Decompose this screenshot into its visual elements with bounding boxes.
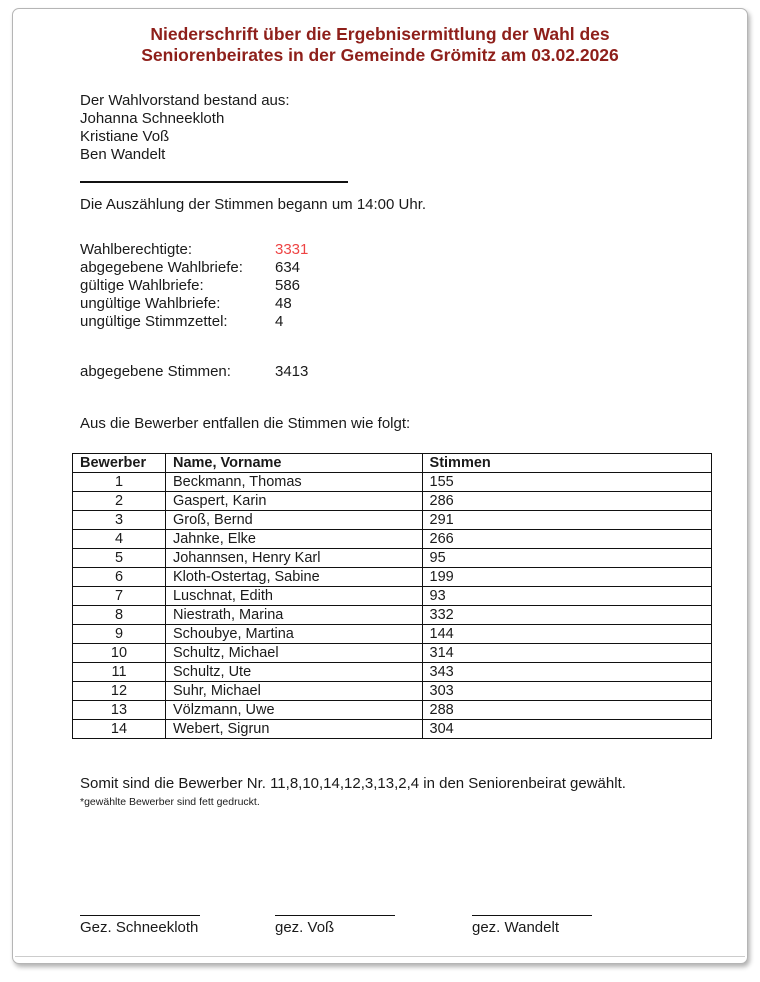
stats-row [80, 295, 723, 313]
cell-name: Groß, Bernd [165, 511, 422, 530]
cell-bewerber-nr: 11 [73, 663, 166, 682]
cell-bewerber-nr: 10 [73, 644, 166, 663]
stats-value: 634 [275, 259, 301, 276]
cell-name: Gaspert, Karin [165, 492, 422, 511]
cell-stimmen: 155 [422, 473, 711, 492]
table-row [73, 644, 712, 663]
cell-name: Webert, Sigrun [165, 720, 422, 739]
signature-label: gez. Voß [275, 919, 335, 936]
cell-stimmen: 291 [422, 511, 711, 530]
cell-stimmen: 95 [422, 549, 711, 568]
stats-total-label: abgegebene Stimmen: [80, 363, 231, 380]
signature-label: Gez. Schneekloth [80, 919, 199, 936]
table-row [73, 625, 712, 644]
stats-label: abgegebene Wahlbriefe: [80, 259, 243, 276]
table-intro: Aus die Bewerber entfallen die Stimmen wie folgt: [80, 415, 411, 432]
cell-bewerber-nr: 5 [73, 549, 166, 568]
signature-block [80, 915, 250, 936]
footer-divider [15, 956, 745, 957]
cell-stimmen: 304 [422, 720, 711, 739]
cell-stimmen: 199 [422, 568, 711, 587]
committee-section [80, 92, 723, 164]
cell-bewerber-nr: 12 [73, 682, 166, 701]
cell-bewerber-nr: 2 [73, 492, 166, 511]
blank-signature-rule [80, 181, 348, 183]
cell-name: Jahnke, Elke [165, 530, 422, 549]
cell-name: Kloth-Ostertag, Sabine [165, 568, 422, 587]
table-row [73, 587, 712, 606]
signatures-section [80, 915, 723, 960]
stats-label: ungültige Stimmzettel: [80, 313, 228, 330]
committee-member: Kristiane Voß [80, 128, 170, 145]
cell-stimmen: 144 [422, 625, 711, 644]
stats-row [80, 277, 723, 295]
cell-name: Völzmann, Uwe [165, 701, 422, 720]
footnote-text: *gewählte Bewerber sind fett gedruckt. [80, 796, 260, 808]
cell-stimmen: 93 [422, 587, 711, 606]
cell-name: Niestrath, Marina [165, 606, 422, 625]
document-title-line2: Seniorenbeirates in der Gemeinde Grömitz am 03.02.2026 [141, 45, 619, 65]
stats-label: gültige Wahlbriefe: [80, 277, 204, 294]
header-stimmen: Stimmen [422, 454, 711, 473]
signature-rule [472, 915, 592, 916]
signature-rule [275, 915, 395, 916]
cell-stimmen: 303 [422, 682, 711, 701]
table-row [73, 568, 712, 587]
document-title [13, 24, 747, 66]
document-title-line1: Niederschrift über die Ergebnisermittlung der Wahl des [150, 24, 610, 44]
table-row [73, 511, 712, 530]
stats-value-highlighted: 3331 [275, 241, 309, 258]
cell-bewerber-nr: 7 [73, 587, 166, 606]
signature-label: gez. Wandelt [472, 919, 559, 936]
stats-row [80, 313, 723, 331]
table-row [73, 682, 712, 701]
cell-bewerber-nr: 9 [73, 625, 166, 644]
stats-value: 48 [275, 295, 292, 312]
results-table [72, 453, 712, 739]
stats-section [80, 241, 723, 381]
signature-rule [80, 915, 200, 916]
cell-stimmen: 332 [422, 606, 711, 625]
cell-name: Schoubye, Martina [165, 625, 422, 644]
cell-stimmen: 288 [422, 701, 711, 720]
cell-name: Suhr, Michael [165, 682, 422, 701]
cell-stimmen: 314 [422, 644, 711, 663]
table-row [73, 606, 712, 625]
stats-value: 586 [275, 277, 301, 294]
table-row [73, 473, 712, 492]
cell-bewerber-nr: 4 [73, 530, 166, 549]
signature-block [275, 915, 445, 936]
table-header-row [73, 454, 712, 473]
cell-name: Schultz, Michael [165, 644, 422, 663]
header-bewerber: Bewerber [73, 454, 166, 473]
cell-name: Schultz, Ute [165, 663, 422, 682]
committee-intro: Der Wahlvorstand bestand aus: [80, 92, 290, 109]
counting-note: Die Auszählung der Stimmen begann um 14:00 Uhr. [80, 196, 427, 213]
cell-bewerber-nr: 14 [73, 720, 166, 739]
table-row [73, 530, 712, 549]
cell-bewerber-nr: 1 [73, 473, 166, 492]
cell-bewerber-nr: 13 [73, 701, 166, 720]
cell-name: Beckmann, Thomas [165, 473, 422, 492]
stats-row [80, 241, 723, 259]
signature-block [472, 915, 642, 936]
cell-bewerber-nr: 3 [73, 511, 166, 530]
committee-member: Ben Wandelt [80, 146, 166, 163]
cell-bewerber-nr: 8 [73, 606, 166, 625]
cell-name: Luschnat, Edith [165, 587, 422, 606]
document-page [12, 8, 748, 964]
stats-label: Wahlberechtigte: [80, 241, 193, 258]
stats-row [80, 259, 723, 277]
cell-stimmen: 343 [422, 663, 711, 682]
stats-total-value: 3413 [275, 363, 309, 380]
cell-bewerber-nr: 6 [73, 568, 166, 587]
table-row [73, 492, 712, 511]
stats-label: ungültige Wahlbriefe: [80, 295, 221, 312]
cell-stimmen: 286 [422, 492, 711, 511]
committee-member: Johanna Schneekloth [80, 110, 225, 127]
stats-total-row [80, 363, 723, 381]
header-name-vorname: Name, Vorname [165, 454, 422, 473]
stats-value: 4 [275, 313, 284, 330]
table-row [73, 701, 712, 720]
table-row [73, 663, 712, 682]
table-row [73, 720, 712, 739]
cell-name: Johannsen, Henry Karl [165, 549, 422, 568]
cell-stimmen: 266 [422, 530, 711, 549]
conclusion-text: Somit sind die Bewerber Nr. 11,8,10,14,12,3,13,2,4 in den Seniorenbeirat gewählt. [80, 775, 626, 792]
table-row [73, 549, 712, 568]
